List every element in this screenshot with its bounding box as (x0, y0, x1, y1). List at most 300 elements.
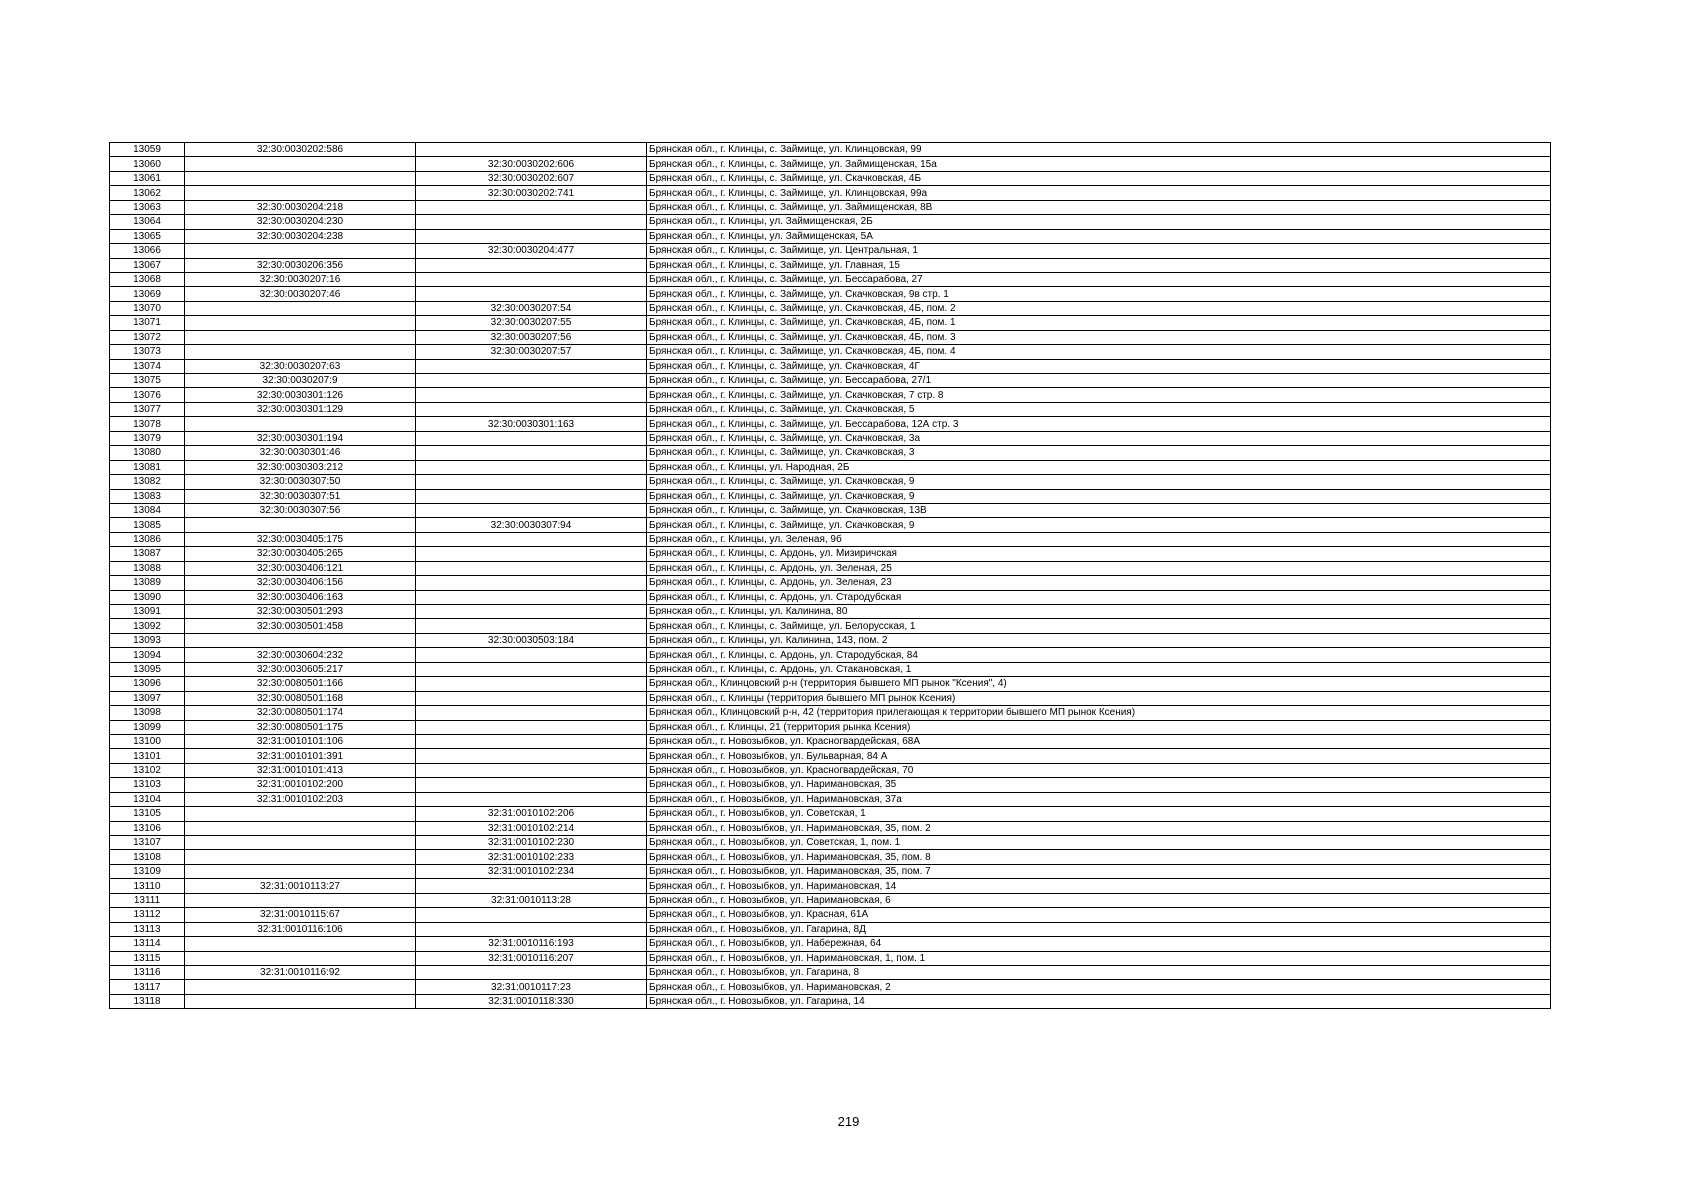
address-cell: Брянская обл., г. Новозыбков, ул. Наримановская, 35, пом. 8 (647, 850, 1551, 864)
address-cell: Брянская обл., Клинцовский р-н (территория бывшего МП рынок "Ксения", 4) (647, 677, 1551, 691)
premises-cadastral-cell (416, 879, 647, 893)
premises-cadastral-cell (416, 619, 647, 633)
land-cadastral-cell: 32:30:0030207:63 (185, 359, 416, 373)
land-cadastral-cell: 32:30:0030207:9 (185, 374, 416, 388)
address-cell: Брянская обл., г. Новозыбков, ул. Набережная, 64 (647, 937, 1551, 951)
row-number-cell: 13116 (110, 965, 185, 979)
premises-cadastral-cell (416, 706, 647, 720)
row-number-cell: 13086 (110, 532, 185, 546)
address-cell: Брянская обл., г. Клинцы, с. Займище, ул. Скачковская, 5 (647, 402, 1551, 416)
table-row (110, 489, 1551, 503)
address-cell: Брянская обл., г. Новозыбков, ул. Гагарина, 14 (647, 994, 1551, 1008)
address-cell: Брянская обл., г. Клинцы, с. Займище, ул. Бессарабова, 27 (647, 272, 1551, 286)
row-number-cell: 13064 (110, 215, 185, 229)
premises-cadastral-cell: 32:31:0010117:23 (416, 980, 647, 994)
address-cell: Брянская обл., г. Новозыбков, ул. Наримановская, 1, пом. 1 (647, 951, 1551, 965)
address-cell: Брянская обл., г. Клинцы, с. Ардонь, ул. Стакановская, 1 (647, 662, 1551, 676)
address-cell: Брянская обл., г. Клинцы, с. Ардонь, ул. Стародубская, 84 (647, 648, 1551, 662)
table-row (110, 922, 1551, 936)
address-cell: Брянская обл., г. Клинцы, с. Займище, ул. Белорусская, 1 (647, 619, 1551, 633)
row-number-cell: 13099 (110, 720, 185, 734)
land-cadastral-cell: 32:30:0080501:174 (185, 706, 416, 720)
land-cadastral-cell: 32:30:0080501:168 (185, 691, 416, 705)
table-row (110, 547, 1551, 561)
table-row (110, 186, 1551, 200)
premises-cadastral-cell: 32:31:0010113:28 (416, 893, 647, 907)
premises-cadastral-cell: 32:31:0010102:214 (416, 821, 647, 835)
land-cadastral-cell: 32:30:0030405:175 (185, 532, 416, 546)
land-cadastral-cell: 32:31:0010115:67 (185, 908, 416, 922)
row-number-cell: 13088 (110, 561, 185, 575)
table-row (110, 518, 1551, 532)
land-cadastral-cell: 32:31:0010101:106 (185, 734, 416, 748)
row-number-cell: 13061 (110, 171, 185, 185)
row-number-cell: 13094 (110, 648, 185, 662)
premises-cadastral-cell: 32:31:0010102:230 (416, 836, 647, 850)
land-cadastral-cell: 32:30:0030406:121 (185, 561, 416, 575)
table-row (110, 677, 1551, 691)
premises-cadastral-cell (416, 431, 647, 445)
address-cell: Брянская обл., Клинцовский р-н, 42 (территория прилегающая к территории бывшего МП рынок Ксения) (647, 706, 1551, 720)
table-row (110, 258, 1551, 272)
address-cell: Брянская обл., г. Клинцы, с. Займище, ул. Главная, 15 (647, 258, 1551, 272)
land-cadastral-cell: 32:30:0030207:16 (185, 272, 416, 286)
row-number-cell: 13084 (110, 503, 185, 517)
premises-cadastral-cell: 32:30:0030207:54 (416, 301, 647, 315)
row-number-cell: 13097 (110, 691, 185, 705)
premises-cadastral-cell (416, 720, 647, 734)
premises-cadastral-cell (416, 200, 647, 214)
row-number-cell: 13063 (110, 200, 185, 214)
premises-cadastral-cell: 32:30:0030207:55 (416, 316, 647, 330)
table-row (110, 475, 1551, 489)
premises-cadastral-cell (416, 272, 647, 286)
table-row (110, 706, 1551, 720)
table-row (110, 215, 1551, 229)
land-cadastral-cell: 32:31:0010116:92 (185, 965, 416, 979)
address-cell: Брянская обл., г. Клинцы, с. Займище, ул. Клинцовская, 99 (647, 143, 1551, 157)
address-cell: Брянская обл., г. Новозыбков, ул. Наримановская, 37а (647, 792, 1551, 806)
table-row (110, 778, 1551, 792)
table-row (110, 605, 1551, 619)
table-row (110, 157, 1551, 171)
premises-cadastral-cell (416, 691, 647, 705)
row-number-cell: 13117 (110, 980, 185, 994)
table-row (110, 633, 1551, 647)
address-cell: Брянская обл., г. Новозыбков, ул. Гагарина, 8 (647, 965, 1551, 979)
row-number-cell: 13109 (110, 864, 185, 878)
table-row (110, 763, 1551, 777)
row-number-cell: 13074 (110, 359, 185, 373)
premises-cadastral-cell (416, 446, 647, 460)
table-row (110, 446, 1551, 460)
land-cadastral-cell: 32:30:0030303:212 (185, 460, 416, 474)
property-table-body (110, 143, 1551, 1009)
row-number-cell: 13060 (110, 157, 185, 171)
address-cell: Брянская обл., г. Клинцы, с. Займище, ул. Скачковская, 4Г (647, 359, 1551, 373)
table-row (110, 431, 1551, 445)
land-cadastral-cell: 32:30:0030202:586 (185, 143, 416, 157)
table-row (110, 879, 1551, 893)
row-number-cell: 13100 (110, 734, 185, 748)
table-row (110, 590, 1551, 604)
address-cell: Брянская обл., г. Клинцы, ул. Калинина, 80 (647, 605, 1551, 619)
address-cell: Брянская обл., г. Клинцы, с. Займище, ул. Скачковская, 4Б, пом. 3 (647, 330, 1551, 344)
table-row (110, 951, 1551, 965)
row-number-cell: 13115 (110, 951, 185, 965)
table-row (110, 374, 1551, 388)
row-number-cell: 13072 (110, 330, 185, 344)
land-cadastral-cell (185, 244, 416, 258)
row-number-cell: 13073 (110, 345, 185, 359)
address-cell: Брянская обл., г. Клинцы, с. Займище, ул. Бессарабова, 27/1 (647, 374, 1551, 388)
address-cell: Брянская обл., г. Новозыбков, ул. Гагарина, 8Д (647, 922, 1551, 936)
table-row (110, 850, 1551, 864)
row-number-cell: 13118 (110, 994, 185, 1008)
premises-cadastral-cell (416, 922, 647, 936)
land-cadastral-cell (185, 633, 416, 647)
address-cell: Брянская обл., г. Новозыбков, ул. Красногвардейская, 68А (647, 734, 1551, 748)
premises-cadastral-cell (416, 374, 647, 388)
address-cell: Брянская обл., г. Клинцы, ул. Калинина, 143, пом. 2 (647, 633, 1551, 647)
premises-cadastral-cell (416, 547, 647, 561)
address-cell: Брянская обл., г. Клинцы, ул. Зеленая, 9б (647, 532, 1551, 546)
land-cadastral-cell: 32:30:0030406:156 (185, 576, 416, 590)
address-cell: Брянская обл., г. Новозыбков, ул. Советская, 1, пом. 1 (647, 836, 1551, 850)
land-cadastral-cell (185, 980, 416, 994)
row-number-cell: 13087 (110, 547, 185, 561)
land-cadastral-cell: 32:30:0030501:293 (185, 605, 416, 619)
land-cadastral-cell (185, 850, 416, 864)
address-cell: Брянская обл., г. Клинцы, с. Займище, ул. Скачковская, 9 (647, 489, 1551, 503)
address-cell: Брянская обл., г. Клинцы, с. Ардонь, ул. Стародубская (647, 590, 1551, 604)
premises-cadastral-cell (416, 908, 647, 922)
premises-cadastral-cell (416, 590, 647, 604)
land-cadastral-cell (185, 864, 416, 878)
address-cell: Брянская обл., г. Клинцы, с. Ардонь, ул. Зеленая, 25 (647, 561, 1551, 575)
table-row (110, 143, 1551, 157)
row-number-cell: 13098 (110, 706, 185, 720)
address-cell: Брянская обл., г. Клинцы, с. Займище, ул. Скачковская, 13В (647, 503, 1551, 517)
address-cell: Брянская обл., г. Клинцы, с. Займище, ул. Скачковская, 4Б, пом. 1 (647, 316, 1551, 330)
table-row (110, 720, 1551, 734)
table-row (110, 200, 1551, 214)
land-cadastral-cell (185, 157, 416, 171)
land-cadastral-cell (185, 951, 416, 965)
address-cell: Брянская обл., г. Новозыбков, ул. Наримановская, 35, пом. 7 (647, 864, 1551, 878)
row-number-cell: 13105 (110, 807, 185, 821)
land-cadastral-cell: 32:30:0030301:194 (185, 431, 416, 445)
table-row (110, 893, 1551, 907)
table-row (110, 330, 1551, 344)
row-number-cell: 13081 (110, 460, 185, 474)
address-cell: Брянская обл., г. Клинцы, с. Займище, ул. Клинцовская, 99а (647, 186, 1551, 200)
land-cadastral-cell: 32:31:0010101:413 (185, 763, 416, 777)
premises-cadastral-cell (416, 489, 647, 503)
address-cell: Брянская обл., г. Клинцы, с. Ардонь, ул. Зеленая, 23 (647, 576, 1551, 590)
premises-cadastral-cell (416, 143, 647, 157)
address-cell: Брянская обл., г. Новозыбков, ул. Красная, 61А (647, 908, 1551, 922)
row-number-cell: 13075 (110, 374, 185, 388)
row-number-cell: 13112 (110, 908, 185, 922)
table-row (110, 980, 1551, 994)
row-number-cell: 13068 (110, 272, 185, 286)
table-row (110, 503, 1551, 517)
table-row (110, 965, 1551, 979)
table-row (110, 864, 1551, 878)
premises-cadastral-cell: 32:30:0030207:56 (416, 330, 647, 344)
premises-cadastral-cell (416, 258, 647, 272)
address-cell: Брянская обл., г. Новозыбков, ул. Наримановская, 2 (647, 980, 1551, 994)
address-cell: Брянская обл., г. Новозыбков, ул. Наримановская, 6 (647, 893, 1551, 907)
land-cadastral-cell: 32:31:0010102:200 (185, 778, 416, 792)
row-number-cell: 13067 (110, 258, 185, 272)
row-number-cell: 13114 (110, 937, 185, 951)
row-number-cell: 13113 (110, 922, 185, 936)
row-number-cell: 13106 (110, 821, 185, 835)
table-row (110, 749, 1551, 763)
address-cell: Брянская обл., г. Клинцы, с. Займище, ул. Скачковская, 4Б, пом. 4 (647, 345, 1551, 359)
land-cadastral-cell: 32:30:0080501:166 (185, 677, 416, 691)
table-row (110, 417, 1551, 431)
address-cell: Брянская обл., г. Клинцы, с. Займище, ул. Скачковская, 9 (647, 475, 1551, 489)
table-row (110, 388, 1551, 402)
land-cadastral-cell: 32:30:0030605:217 (185, 662, 416, 676)
address-cell: Брянская обл., г. Клинцы, с. Займище, ул. Займищенская, 8В (647, 200, 1551, 214)
address-cell: Брянская обл., г. Клинцы, с. Займище, ул. Скачковская, 3 (647, 446, 1551, 460)
table-row (110, 272, 1551, 286)
premises-cadastral-cell: 32:30:0030301:163 (416, 417, 647, 431)
address-cell: Брянская обл., г. Клинцы, с. Займище, ул. Скачковская, 9в стр. 1 (647, 287, 1551, 301)
table-row (110, 460, 1551, 474)
premises-cadastral-cell (416, 749, 647, 763)
table-row (110, 908, 1551, 922)
land-cadastral-cell: 32:31:0010102:203 (185, 792, 416, 806)
premises-cadastral-cell (416, 287, 647, 301)
row-number-cell: 13082 (110, 475, 185, 489)
land-cadastral-cell (185, 417, 416, 431)
address-cell: Брянская обл., г. Новозыбков, ул. Бульварная, 84 А (647, 749, 1551, 763)
land-cadastral-cell: 32:30:0030307:51 (185, 489, 416, 503)
table-row (110, 807, 1551, 821)
premises-cadastral-cell (416, 778, 647, 792)
table-row (110, 171, 1551, 185)
row-number-cell: 13085 (110, 518, 185, 532)
row-number-cell: 13062 (110, 186, 185, 200)
premises-cadastral-cell: 32:30:0030503:184 (416, 633, 647, 647)
row-number-cell: 13066 (110, 244, 185, 258)
land-cadastral-cell: 32:30:0030501:458 (185, 619, 416, 633)
address-cell: Брянская обл., г. Клинцы, ул. Займищенская, 5А (647, 229, 1551, 243)
land-cadastral-cell (185, 171, 416, 185)
premises-cadastral-cell: 32:30:0030202:607 (416, 171, 647, 185)
address-cell: Брянская обл., г. Новозыбков, ул. Наримановская, 35 (647, 778, 1551, 792)
property-table (109, 142, 1551, 1009)
row-number-cell: 13107 (110, 836, 185, 850)
table-row (110, 792, 1551, 806)
row-number-cell: 13070 (110, 301, 185, 315)
address-cell: Брянская обл., г. Клинцы, 21 (территория рынка Ксения) (647, 720, 1551, 734)
land-cadastral-cell: 32:31:0010101:391 (185, 749, 416, 763)
table-row (110, 576, 1551, 590)
premises-cadastral-cell: 32:31:0010102:206 (416, 807, 647, 821)
land-cadastral-cell (185, 316, 416, 330)
table-row (110, 937, 1551, 951)
address-cell: Брянская обл., г. Клинцы, ул. Займищенская, 2Б (647, 215, 1551, 229)
land-cadastral-cell: 32:30:0030204:230 (185, 215, 416, 229)
row-number-cell: 13080 (110, 446, 185, 460)
table-row (110, 316, 1551, 330)
premises-cadastral-cell (416, 229, 647, 243)
row-number-cell: 13104 (110, 792, 185, 806)
land-cadastral-cell: 32:30:0030206:356 (185, 258, 416, 272)
premises-cadastral-cell (416, 402, 647, 416)
table-row (110, 532, 1551, 546)
land-cadastral-cell (185, 518, 416, 532)
land-cadastral-cell: 32:31:0010116:106 (185, 922, 416, 936)
row-number-cell: 13077 (110, 402, 185, 416)
row-number-cell: 13065 (110, 229, 185, 243)
address-cell: Брянская обл., г. Клинцы, с. Займище, ул. Скачковская, 4Б, пом. 2 (647, 301, 1551, 315)
address-cell: Брянская обл., г. Клинцы, с. Займище, ул. Центральная, 1 (647, 244, 1551, 258)
premises-cadastral-cell (416, 677, 647, 691)
land-cadastral-cell: 32:30:0030301:126 (185, 388, 416, 402)
row-number-cell: 13102 (110, 763, 185, 777)
land-cadastral-cell: 32:30:0030207:46 (185, 287, 416, 301)
page-number: 219 (837, 1114, 860, 1129)
address-cell: Брянская обл., г. Клинцы, с. Займище, ул. Скачковская, 7 стр. 8 (647, 388, 1551, 402)
premises-cadastral-cell: 32:31:0010116:207 (416, 951, 647, 965)
premises-cadastral-cell (416, 215, 647, 229)
table-row (110, 359, 1551, 373)
table-row (110, 619, 1551, 633)
land-cadastral-cell (185, 821, 416, 835)
land-cadastral-cell (185, 301, 416, 315)
row-number-cell: 13093 (110, 633, 185, 647)
land-cadastral-cell: 32:30:0030301:129 (185, 402, 416, 416)
address-cell: Брянская обл., г. Клинцы, с. Займище, ул. Займищенская, 15а (647, 157, 1551, 171)
premises-cadastral-cell (416, 648, 647, 662)
land-cadastral-cell (185, 807, 416, 821)
premises-cadastral-cell (416, 475, 647, 489)
address-cell: Брянская обл., г. Клинцы, с. Ардонь, ул. Мизиричская (647, 547, 1551, 561)
premises-cadastral-cell (416, 460, 647, 474)
row-number-cell: 13095 (110, 662, 185, 676)
table-row (110, 287, 1551, 301)
table-row (110, 648, 1551, 662)
table-row (110, 994, 1551, 1008)
premises-cadastral-cell (416, 388, 647, 402)
land-cadastral-cell: 32:30:0030301:46 (185, 446, 416, 460)
premises-cadastral-cell (416, 763, 647, 777)
table-row (110, 301, 1551, 315)
address-cell: Брянская обл., г. Клинцы, с. Займище, ул. Скачковская, 3а (647, 431, 1551, 445)
table-row (110, 662, 1551, 676)
row-number-cell: 13103 (110, 778, 185, 792)
land-cadastral-cell: 32:30:0030204:238 (185, 229, 416, 243)
premises-cadastral-cell: 32:31:0010102:233 (416, 850, 647, 864)
premises-cadastral-cell: 32:30:0030204:477 (416, 244, 647, 258)
premises-cadastral-cell: 32:31:0010118:330 (416, 994, 647, 1008)
address-cell: Брянская обл., г. Новозыбков, ул. Наримановская, 35, пом. 2 (647, 821, 1551, 835)
address-cell: Брянская обл., г. Клинцы, с. Займище, ул. Бессарабова, 12А стр. 3 (647, 417, 1551, 431)
premises-cadastral-cell (416, 734, 647, 748)
land-cadastral-cell: 32:30:0030604:232 (185, 648, 416, 662)
premises-cadastral-cell (416, 965, 647, 979)
premises-cadastral-cell (416, 792, 647, 806)
table-row (110, 691, 1551, 705)
table-row (110, 229, 1551, 243)
row-number-cell: 13079 (110, 431, 185, 445)
land-cadastral-cell (185, 937, 416, 951)
table-row (110, 821, 1551, 835)
premises-cadastral-cell (416, 662, 647, 676)
row-number-cell: 13096 (110, 677, 185, 691)
address-cell: Брянская обл., г. Новозыбков, ул. Красногвардейская, 70 (647, 763, 1551, 777)
row-number-cell: 13091 (110, 605, 185, 619)
land-cadastral-cell: 32:31:0010113:27 (185, 879, 416, 893)
address-cell: Брянская обл., г. Новозыбков, ул. Советская, 1 (647, 807, 1551, 821)
table-row (110, 402, 1551, 416)
address-cell: Брянская обл., г. Клинцы, с. Займище, ул. Скачковская, 4Б (647, 171, 1551, 185)
land-cadastral-cell (185, 836, 416, 850)
land-cadastral-cell (185, 330, 416, 344)
row-number-cell: 13110 (110, 879, 185, 893)
land-cadastral-cell: 32:30:0030406:163 (185, 590, 416, 604)
premises-cadastral-cell: 32:30:0030307:94 (416, 518, 647, 532)
row-number-cell: 13071 (110, 316, 185, 330)
premises-cadastral-cell (416, 605, 647, 619)
table-row (110, 345, 1551, 359)
table-row (110, 561, 1551, 575)
row-number-cell: 13108 (110, 850, 185, 864)
row-number-cell: 13069 (110, 287, 185, 301)
premises-cadastral-cell: 32:30:0030202:741 (416, 186, 647, 200)
premises-cadastral-cell (416, 576, 647, 590)
premises-cadastral-cell: 32:31:0010102:234 (416, 864, 647, 878)
land-cadastral-cell (185, 186, 416, 200)
row-number-cell: 13111 (110, 893, 185, 907)
premises-cadastral-cell: 32:31:0010116:193 (416, 937, 647, 951)
land-cadastral-cell: 32:30:0030307:50 (185, 475, 416, 489)
row-number-cell: 13059 (110, 143, 185, 157)
land-cadastral-cell (185, 893, 416, 907)
table-row (110, 836, 1551, 850)
premises-cadastral-cell: 32:30:0030207:57 (416, 345, 647, 359)
premises-cadastral-cell (416, 561, 647, 575)
row-number-cell: 13090 (110, 590, 185, 604)
premises-cadastral-cell: 32:30:0030202:606 (416, 157, 647, 171)
row-number-cell: 13101 (110, 749, 185, 763)
address-cell: Брянская обл., г. Новозыбков, ул. Наримановская, 14 (647, 879, 1551, 893)
land-cadastral-cell: 32:30:0030405:265 (185, 547, 416, 561)
land-cadastral-cell (185, 994, 416, 1008)
premises-cadastral-cell (416, 359, 647, 373)
row-number-cell: 13083 (110, 489, 185, 503)
address-cell: Брянская обл., г. Клинцы, ул. Народная, 2Б (647, 460, 1551, 474)
row-number-cell: 13092 (110, 619, 185, 633)
address-cell: Брянская обл., г. Клинцы, с. Займище, ул. Скачковская, 9 (647, 518, 1551, 532)
row-number-cell: 13089 (110, 576, 185, 590)
premises-cadastral-cell (416, 532, 647, 546)
table-row (110, 734, 1551, 748)
land-cadastral-cell: 32:30:0030307:56 (185, 503, 416, 517)
table-row (110, 244, 1551, 258)
land-cadastral-cell: 32:30:0030204:218 (185, 200, 416, 214)
land-cadastral-cell: 32:30:0080501:175 (185, 720, 416, 734)
premises-cadastral-cell (416, 503, 647, 517)
address-cell: Брянская обл., г. Клинцы (территория бывшего МП рынок Ксения) (647, 691, 1551, 705)
